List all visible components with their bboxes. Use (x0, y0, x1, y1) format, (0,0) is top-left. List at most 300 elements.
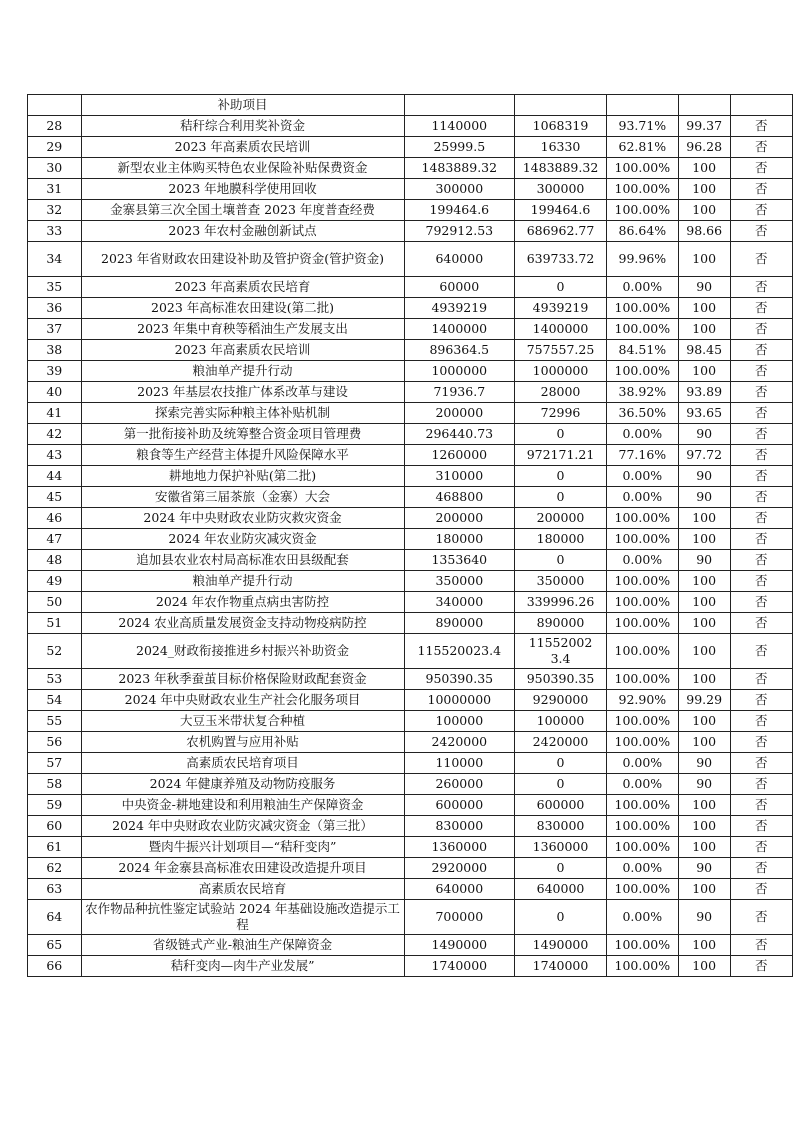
actual-amount: 1000000 (515, 361, 607, 382)
actual-amount: 830000 (515, 816, 607, 837)
actual-amount: 9290000 (515, 690, 607, 711)
actual-amount: 640000 (515, 879, 607, 900)
project-name: 省级链式产业-粮油生产保障资金 (81, 935, 404, 956)
table-row (28, 690, 793, 711)
actual-amount: 200000 (515, 508, 607, 529)
row-index: 58 (28, 774, 82, 795)
row-index: 64 (28, 900, 82, 935)
table-row (28, 613, 793, 634)
execution-rate: 77.16% (606, 445, 678, 466)
actual-amount: 199464.6 (515, 200, 607, 221)
row-index: 37 (28, 319, 82, 340)
table-row (28, 508, 793, 529)
actual-amount: 339996.26 (515, 592, 607, 613)
row-index: 39 (28, 361, 82, 382)
project-name: 2023 年地膜科学使用回收 (81, 179, 404, 200)
actual-amount: 1400000 (515, 319, 607, 340)
table-row (28, 487, 793, 508)
actual-amount: 1490000 (515, 935, 607, 956)
table-row (28, 816, 793, 837)
budget-amount: 100000 (404, 711, 515, 732)
flag: 否 (730, 242, 792, 277)
flag: 否 (730, 466, 792, 487)
execution-rate: 0.00% (606, 858, 678, 879)
row-index: 30 (28, 158, 82, 179)
execution-rate: 0.00% (606, 753, 678, 774)
actual-amount: 100000 (515, 711, 607, 732)
flag: 否 (730, 634, 792, 669)
project-name: 农机购置与应用补贴 (81, 732, 404, 753)
score: 100 (678, 613, 730, 634)
score: 99.29 (678, 690, 730, 711)
row-index: 61 (28, 837, 82, 858)
project-name: 2023 年秋季蚕茧目标价格保险财政配套资金 (81, 669, 404, 690)
row-index: 53 (28, 669, 82, 690)
flag: 否 (730, 445, 792, 466)
flag: 否 (730, 424, 792, 445)
flag: 否 (730, 382, 792, 403)
row-index: 49 (28, 571, 82, 592)
score: 96.28 (678, 137, 730, 158)
project-name: 2024 年健康养殖及动物防疫服务 (81, 774, 404, 795)
flag: 否 (730, 858, 792, 879)
score: 100 (678, 816, 730, 837)
project-name: 2024 年农业防灾减灾资金 (81, 529, 404, 550)
flag: 否 (730, 935, 792, 956)
actual-amount: 16330 (515, 137, 607, 158)
project-table (27, 94, 793, 977)
project-name: 粮油单产提升行动 (81, 571, 404, 592)
table-row (28, 158, 793, 179)
flag: 否 (730, 732, 792, 753)
row-index: 48 (28, 550, 82, 571)
execution-rate: 100.00% (606, 634, 678, 669)
execution-rate: 99.96% (606, 242, 678, 277)
table-row (28, 221, 793, 242)
project-name: 2023 年高标准农田建设(第二批) (81, 298, 404, 319)
score: 93.89 (678, 382, 730, 403)
execution-rate: 100.00% (606, 711, 678, 732)
row-index: 52 (28, 634, 82, 669)
actual-amount: 972171.21 (515, 445, 607, 466)
table-row (28, 753, 793, 774)
flag: 否 (730, 690, 792, 711)
flag: 否 (730, 319, 792, 340)
score: 100 (678, 179, 730, 200)
budget-amount: 640000 (404, 879, 515, 900)
flag: 否 (730, 403, 792, 424)
actual-amount: 72996 (515, 403, 607, 424)
project-name: 2023 年高素质农民培育 (81, 277, 404, 298)
table-row (28, 774, 793, 795)
score: 100 (678, 508, 730, 529)
table-row (28, 361, 793, 382)
execution-rate: 100.00% (606, 935, 678, 956)
budget-amount: 350000 (404, 571, 515, 592)
budget-amount: 1400000 (404, 319, 515, 340)
row-index: 44 (28, 466, 82, 487)
execution-rate: 100.00% (606, 529, 678, 550)
project-name: 2023 年基层农技推广体系改革与建设 (81, 382, 404, 403)
table-row (28, 298, 793, 319)
execution-rate: 0.00% (606, 550, 678, 571)
score: 100 (678, 319, 730, 340)
budget-amount: 310000 (404, 466, 515, 487)
execution-rate: 100.00% (606, 816, 678, 837)
execution-rate (606, 95, 678, 116)
row-index: 36 (28, 298, 82, 319)
budget-amount: 1490000 (404, 935, 515, 956)
flag: 否 (730, 571, 792, 592)
flag: 否 (730, 550, 792, 571)
row-index: 33 (28, 221, 82, 242)
execution-rate: 100.00% (606, 179, 678, 200)
actual-amount: 0 (515, 277, 607, 298)
score: 100 (678, 592, 730, 613)
project-name: 中央资金-耕地建设和利用粮油生产保障资金 (81, 795, 404, 816)
budget-amount: 896364.5 (404, 340, 515, 361)
table-row (28, 711, 793, 732)
score: 99.37 (678, 116, 730, 137)
row-index: 66 (28, 956, 82, 977)
flag: 否 (730, 711, 792, 732)
score: 90 (678, 858, 730, 879)
actual-amount: 180000 (515, 529, 607, 550)
budget-amount: 2920000 (404, 858, 515, 879)
execution-rate: 100.00% (606, 613, 678, 634)
execution-rate: 0.00% (606, 774, 678, 795)
score: 100 (678, 935, 730, 956)
execution-rate: 100.00% (606, 200, 678, 221)
execution-rate: 100.00% (606, 732, 678, 753)
score: 90 (678, 900, 730, 935)
execution-rate: 92.90% (606, 690, 678, 711)
budget-amount: 2420000 (404, 732, 515, 753)
table-row (28, 634, 793, 669)
budget-amount: 200000 (404, 403, 515, 424)
flag: 否 (730, 529, 792, 550)
row-index: 60 (28, 816, 82, 837)
actual-amount: 1740000 (515, 956, 607, 977)
actual-amount: 1360000 (515, 837, 607, 858)
score: 100 (678, 711, 730, 732)
score: 100 (678, 242, 730, 277)
execution-rate: 0.00% (606, 424, 678, 445)
actual-amount: 686962.77 (515, 221, 607, 242)
budget-amount: 792912.53 (404, 221, 515, 242)
project-name: 粮油单产提升行动 (81, 361, 404, 382)
project-name: 2024 农业高质量发展资金支持动物疫病防控 (81, 613, 404, 634)
actual-amount: 0 (515, 550, 607, 571)
score: 100 (678, 669, 730, 690)
row-index: 40 (28, 382, 82, 403)
execution-rate: 100.00% (606, 669, 678, 690)
project-name: 2023 年省财政农田建设补助及管护资金(管护资金) (81, 242, 404, 277)
score: 100 (678, 158, 730, 179)
table-row (28, 382, 793, 403)
execution-rate: 100.00% (606, 956, 678, 977)
flag: 否 (730, 361, 792, 382)
row-index: 42 (28, 424, 82, 445)
actual-amount: 28000 (515, 382, 607, 403)
score: 100 (678, 837, 730, 858)
actual-amount: 0 (515, 466, 607, 487)
execution-rate: 0.00% (606, 277, 678, 298)
flag: 否 (730, 137, 792, 158)
project-name: 第一批衔接补助及统筹整合资金项目管理费 (81, 424, 404, 445)
execution-rate: 86.64% (606, 221, 678, 242)
flag: 否 (730, 200, 792, 221)
actual-amount (515, 95, 607, 116)
actual-amount: 1483889.32 (515, 158, 607, 179)
project-name: 2023 年集中育秧等稻油生产发展支出 (81, 319, 404, 340)
flag: 否 (730, 900, 792, 935)
row-index: 31 (28, 179, 82, 200)
table-row (28, 879, 793, 900)
row-index: 63 (28, 879, 82, 900)
project-name: 追加县农业农村局高标准农田县级配套 (81, 550, 404, 571)
row-index: 29 (28, 137, 82, 158)
execution-rate: 0.00% (606, 900, 678, 935)
score: 90 (678, 466, 730, 487)
execution-rate: 100.00% (606, 795, 678, 816)
project-name: 补助项目 (81, 95, 404, 116)
table-row-fragment (28, 95, 793, 116)
table-row (28, 116, 793, 137)
score: 100 (678, 200, 730, 221)
row-index: 35 (28, 277, 82, 298)
execution-rate: 100.00% (606, 158, 678, 179)
execution-rate: 100.00% (606, 319, 678, 340)
row-index: 51 (28, 613, 82, 634)
row-index: 55 (28, 711, 82, 732)
table-row (28, 858, 793, 879)
flag: 否 (730, 592, 792, 613)
table-row (28, 424, 793, 445)
actual-amount: 600000 (515, 795, 607, 816)
flag: 否 (730, 221, 792, 242)
budget-amount: 260000 (404, 774, 515, 795)
budget-amount: 1360000 (404, 837, 515, 858)
budget-amount: 950390.35 (404, 669, 515, 690)
flag: 否 (730, 158, 792, 179)
actual-amount: 0 (515, 900, 607, 935)
project-name: 2024 年中央财政农业防灾减灾资金（第三批） (81, 816, 404, 837)
project-name: 探索完善实际种粮主体补贴机制 (81, 403, 404, 424)
score: 100 (678, 361, 730, 382)
row-index: 47 (28, 529, 82, 550)
project-name: 2024_财政衔接推进乡村振兴补助资金 (81, 634, 404, 669)
actual-amount: 0 (515, 424, 607, 445)
table-row (28, 669, 793, 690)
budget-amount: 199464.6 (404, 200, 515, 221)
table-row (28, 900, 793, 935)
budget-amount: 340000 (404, 592, 515, 613)
table-row (28, 242, 793, 277)
project-name: 2023 年农村金融创新试点 (81, 221, 404, 242)
budget-amount: 25999.5 (404, 137, 515, 158)
score: 100 (678, 795, 730, 816)
score: 90 (678, 487, 730, 508)
score: 90 (678, 753, 730, 774)
score: 100 (678, 571, 730, 592)
row-index: 45 (28, 487, 82, 508)
row-index: 57 (28, 753, 82, 774)
project-name: 高素质农民培育 (81, 879, 404, 900)
score: 98.66 (678, 221, 730, 242)
row-index: 65 (28, 935, 82, 956)
project-name: 2023 年高素质农民培训 (81, 340, 404, 361)
execution-rate: 84.51% (606, 340, 678, 361)
table-row (28, 837, 793, 858)
actual-amount: 0 (515, 753, 607, 774)
flag: 否 (730, 298, 792, 319)
budget-amount (404, 95, 515, 116)
flag: 否 (730, 508, 792, 529)
execution-rate: 100.00% (606, 361, 678, 382)
flag: 否 (730, 613, 792, 634)
execution-rate: 38.92% (606, 382, 678, 403)
table-row (28, 592, 793, 613)
row-index: 50 (28, 592, 82, 613)
flag: 否 (730, 753, 792, 774)
budget-amount: 1740000 (404, 956, 515, 977)
project-name: 新型农业主体购买特色农业保险补贴保费资金 (81, 158, 404, 179)
execution-rate: 100.00% (606, 837, 678, 858)
budget-amount: 10000000 (404, 690, 515, 711)
project-name: 2024 年中央财政农业防灾救灾资金 (81, 508, 404, 529)
score: 100 (678, 298, 730, 319)
budget-amount: 890000 (404, 613, 515, 634)
score: 100 (678, 956, 730, 977)
score: 100 (678, 529, 730, 550)
actual-amount: 757557.25 (515, 340, 607, 361)
budget-amount: 700000 (404, 900, 515, 935)
project-name: 2024 年农作物重点病虫害防控 (81, 592, 404, 613)
row-index: 59 (28, 795, 82, 816)
execution-rate: 0.00% (606, 487, 678, 508)
project-name: 2023 年高素质农民培训 (81, 137, 404, 158)
budget-amount: 1000000 (404, 361, 515, 382)
table-row (28, 200, 793, 221)
table-row (28, 137, 793, 158)
execution-rate: 93.71% (606, 116, 678, 137)
budget-amount: 296440.73 (404, 424, 515, 445)
flag: 否 (730, 340, 792, 361)
flag: 否 (730, 179, 792, 200)
flag: 否 (730, 116, 792, 137)
execution-rate: 100.00% (606, 571, 678, 592)
actual-amount: 950390.35 (515, 669, 607, 690)
row-index (28, 95, 82, 116)
execution-rate: 100.00% (606, 592, 678, 613)
actual-amount: 890000 (515, 613, 607, 634)
score: 90 (678, 774, 730, 795)
table-row (28, 935, 793, 956)
table-row (28, 529, 793, 550)
actual-amount: 639733.72 (515, 242, 607, 277)
execution-rate: 0.00% (606, 466, 678, 487)
flag (730, 95, 792, 116)
table-row (28, 277, 793, 298)
budget-amount: 640000 (404, 242, 515, 277)
execution-rate: 100.00% (606, 879, 678, 900)
budget-amount: 60000 (404, 277, 515, 298)
table-row (28, 466, 793, 487)
score: 90 (678, 550, 730, 571)
flag: 否 (730, 816, 792, 837)
budget-amount: 4939219 (404, 298, 515, 319)
score: 93.65 (678, 403, 730, 424)
budget-amount: 110000 (404, 753, 515, 774)
flag: 否 (730, 956, 792, 977)
project-name: 金寨县第三次全国土壤普查 2023 年度普查经费 (81, 200, 404, 221)
actual-amount: 300000 (515, 179, 607, 200)
row-index: 41 (28, 403, 82, 424)
row-index: 43 (28, 445, 82, 466)
actual-amount: 4939219 (515, 298, 607, 319)
actual-amount: 0 (515, 487, 607, 508)
score: 100 (678, 634, 730, 669)
budget-amount: 1353640 (404, 550, 515, 571)
table-row (28, 445, 793, 466)
score: 100 (678, 879, 730, 900)
flag: 否 (730, 795, 792, 816)
row-index: 56 (28, 732, 82, 753)
project-name: 秸秆变肉—肉牛产业发展” (81, 956, 404, 977)
table-row (28, 340, 793, 361)
project-name: 秸秆综合利用奖补资金 (81, 116, 404, 137)
project-name: 安徽省第三届茶旅（金寨）大会 (81, 487, 404, 508)
score: 90 (678, 424, 730, 445)
budget-amount: 180000 (404, 529, 515, 550)
project-name: 暨肉牛振兴计划项目—“秸秆变肉” (81, 837, 404, 858)
project-name: 2024 年中央财政农业生产社会化服务项目 (81, 690, 404, 711)
flag: 否 (730, 669, 792, 690)
actual-amount: 2420000 (515, 732, 607, 753)
row-index: 32 (28, 200, 82, 221)
table-row (28, 550, 793, 571)
execution-rate: 36.50% (606, 403, 678, 424)
table-row (28, 319, 793, 340)
budget-amount: 1483889.32 (404, 158, 515, 179)
actual-amount: 115520023.4 (515, 634, 607, 669)
project-name: 粮食等生产经营主体提升风险保障水平 (81, 445, 404, 466)
actual-amount: 0 (515, 774, 607, 795)
score (678, 95, 730, 116)
table-row (28, 571, 793, 592)
flag: 否 (730, 837, 792, 858)
project-name: 高素质农民培育项目 (81, 753, 404, 774)
actual-amount: 0 (515, 858, 607, 879)
score: 98.45 (678, 340, 730, 361)
row-index: 62 (28, 858, 82, 879)
budget-amount: 1140000 (404, 116, 515, 137)
budget-amount: 200000 (404, 508, 515, 529)
budget-amount: 830000 (404, 816, 515, 837)
score: 90 (678, 277, 730, 298)
budget-amount: 300000 (404, 179, 515, 200)
budget-amount: 1260000 (404, 445, 515, 466)
budget-amount: 71936.7 (404, 382, 515, 403)
row-index: 54 (28, 690, 82, 711)
execution-rate: 100.00% (606, 298, 678, 319)
budget-amount: 115520023.4 (404, 634, 515, 669)
flag: 否 (730, 487, 792, 508)
score: 97.72 (678, 445, 730, 466)
table-row (28, 403, 793, 424)
execution-rate: 62.81% (606, 137, 678, 158)
